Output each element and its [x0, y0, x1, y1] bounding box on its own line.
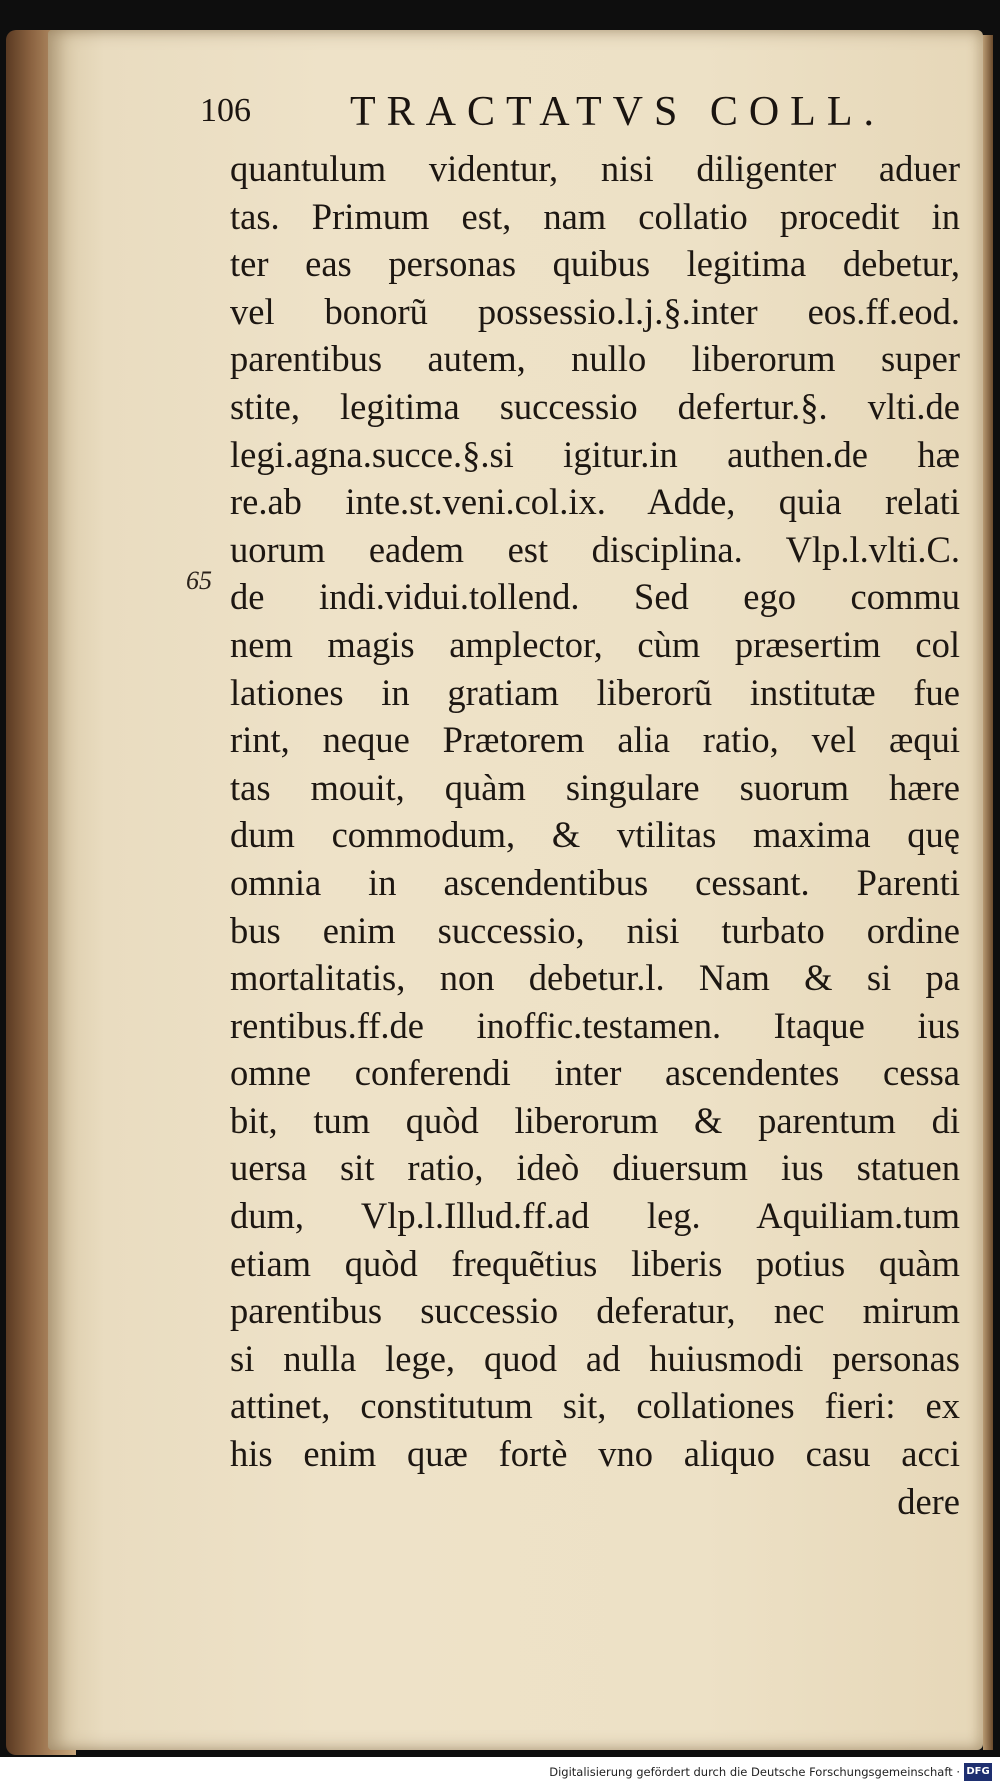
- text-line: uorum eadem est disciplina. Vlp.l.vlti.C.: [230, 528, 960, 570]
- catchword: dere: [897, 1480, 960, 1522]
- text-line: omnia in ascendentibus cessant. Parenti: [230, 861, 960, 903]
- text-line: si nulla lege, quod ad huiusmodi personas: [230, 1337, 960, 1379]
- text-block: [230, 145, 960, 1525]
- text-line: de indi.vidui.tollend. Sed ego commu: [230, 576, 960, 618]
- text-line: bit, tum quòd liberorum & parentum di: [230, 1099, 960, 1141]
- text-line: lationes in gratiam liberorũ institutæ fue: [230, 671, 960, 713]
- page-header: [200, 88, 960, 148]
- digitization-footer: [0, 1757, 1000, 1789]
- text-line: attinet, constitutum sit, collationes fieri: ex: [230, 1385, 960, 1427]
- text-line: rint, neque Prætorem alia ratio, vel æqui: [230, 719, 960, 761]
- funding-credit: Digitalisierung gefördert durch die Deutsche Forschungsgemeinschaft ·: [549, 1765, 960, 1779]
- text-line: bus enim successio, nisi turbato ordine: [230, 909, 960, 951]
- dfg-logo: DFG: [964, 1763, 992, 1781]
- page-number: 106: [200, 92, 251, 129]
- text-line: quantulum videntur, nisi diligenter aduer: [230, 148, 960, 189]
- text-line: dum commodum, & vtilitas maxima quę: [230, 814, 960, 856]
- running-head: TRACTATVS COLL.: [350, 89, 885, 135]
- text-line: vel bonorũ possessio.l.j.§.inter eos.ff.eod.: [230, 290, 960, 332]
- text-line: his enim quæ fortè vno aliquo casu acci: [230, 1433, 960, 1475]
- text-line: tas. Primum est, nam collatio procedit in: [230, 195, 960, 237]
- text-line: omne conferendi inter ascendentes cessa: [230, 1052, 960, 1094]
- text-line: rentibus.ff.de inoffic.testamen. Itaque ius: [230, 1004, 960, 1046]
- margin-line-number: 65: [186, 566, 212, 595]
- text-line: ter eas personas quibus legitima debetur,: [230, 243, 960, 285]
- text-line: dum, Vlp.l.Illud.ff.ad leg. Aquiliam.tum: [230, 1195, 960, 1237]
- text-line: parentibus successio deferatur, nec mirum: [230, 1290, 960, 1332]
- text-line: tas mouit, quàm singulare suorum hære: [230, 766, 960, 808]
- text-line: stite, legitima successio defertur.§. vlti.de: [230, 385, 960, 427]
- text-line: legi.agna.succe.§.si igitur.in authen.de hæ: [230, 433, 960, 475]
- text-line: uersa sit ratio, ideò diuersum ius statuen: [230, 1147, 960, 1189]
- text-line: nem magis amplector, cùm præsertim col: [230, 623, 960, 665]
- text-line: etiam quòd frequẽtius liberis potius quàm: [230, 1242, 960, 1284]
- text-line: mortalitatis, non debetur.l. Nam & si pa: [230, 957, 960, 999]
- book-right-edge: [983, 35, 993, 1750]
- text-line: re.ab inte.st.veni.col.ix. Adde, quia relati: [230, 481, 960, 523]
- text-line: parentibus autem, nullo liberorum super: [230, 338, 960, 380]
